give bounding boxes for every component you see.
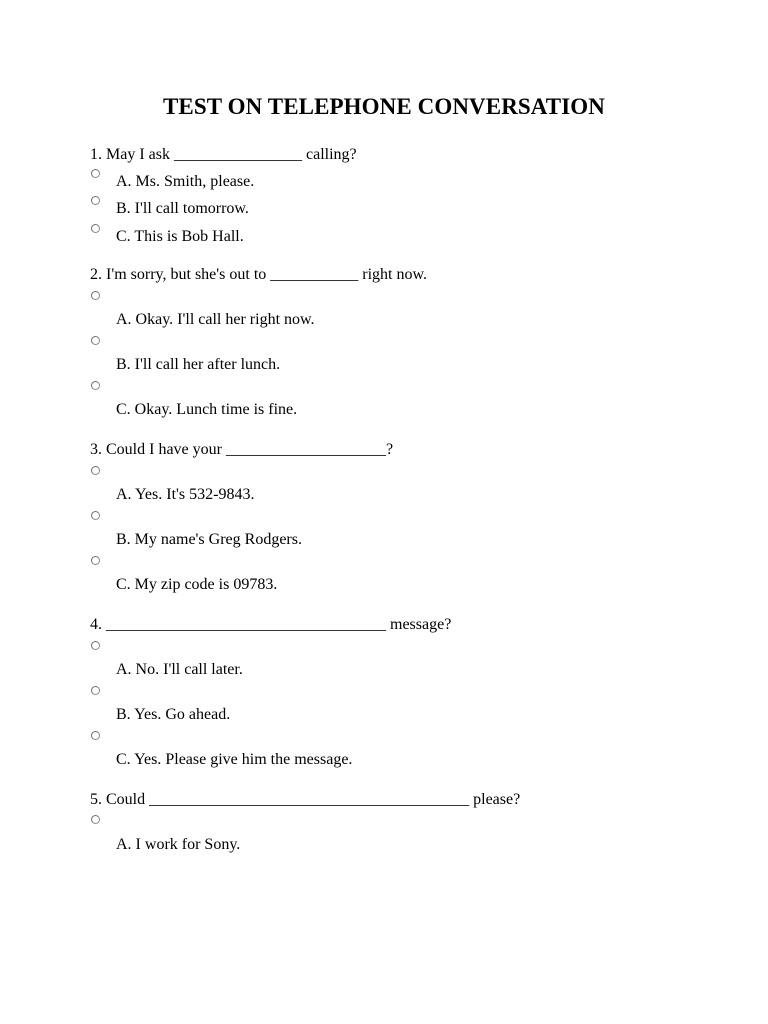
question-2-prompt: 2. I'm sorry, but she's out to ___________ right now. <box>90 266 428 283</box>
question-5-option-a-label: A. I work for Sony. <box>116 836 241 853</box>
question-3-option-a-radio[interactable] <box>91 466 100 475</box>
question-5-prompt: 5. Could ________________________________________ please? <box>90 791 521 808</box>
question-3-option-a-label: A. Yes. It's 532-9843. <box>116 486 255 503</box>
question-2-option-c-label: C. Okay. Lunch time is fine. <box>116 401 298 418</box>
question-2-option-a-label: A. Okay. I'll call her right now. <box>116 311 315 328</box>
question-3-option-b-radio[interactable] <box>91 511 100 520</box>
question-2-option-b-label: B. I'll call her after lunch. <box>116 356 281 373</box>
question-4-option-b-label: B. Yes. Go ahead. <box>116 706 231 723</box>
question-4-prompt: 4. ___________________________________ message? <box>90 616 452 633</box>
question-4-option-c-radio[interactable] <box>91 731 100 740</box>
question-1-option-c-label: C. This is Bob Hall. <box>116 228 244 245</box>
question-1-option-b-label: B. I'll call tomorrow. <box>116 200 249 217</box>
question-1-prompt: 1. May I ask ________________ calling? <box>90 146 357 163</box>
question-3-prompt: 3. Could I have your ____________________? <box>90 441 394 458</box>
question-4-option-b-radio[interactable] <box>91 686 100 695</box>
question-4-option-a-label: A. No. I'll call later. <box>116 661 243 678</box>
question-1-option-c-radio[interactable] <box>91 224 100 233</box>
question-2-option-a-radio[interactable] <box>91 291 100 300</box>
question-3-option-b-label: B. My name's Greg Rodgers. <box>116 531 302 548</box>
question-1-option-b-radio[interactable] <box>91 196 100 205</box>
question-4-option-a-radio[interactable] <box>91 641 100 650</box>
question-3-option-c-radio[interactable] <box>91 556 100 565</box>
page-title: TEST ON TELEPHONE CONVERSATION <box>162 94 606 119</box>
question-2-option-b-radio[interactable] <box>91 336 100 345</box>
question-1-option-a-radio[interactable] <box>91 169 100 178</box>
question-1-option-a-label: A. Ms. Smith, please. <box>116 173 255 190</box>
question-5-option-a-radio[interactable] <box>91 815 100 824</box>
question-4-option-c-label: C. Yes. Please give him the message. <box>116 751 353 768</box>
question-3-option-c-label: C. My zip code is 09783. <box>116 576 278 593</box>
question-2-option-c-radio[interactable] <box>91 381 100 390</box>
